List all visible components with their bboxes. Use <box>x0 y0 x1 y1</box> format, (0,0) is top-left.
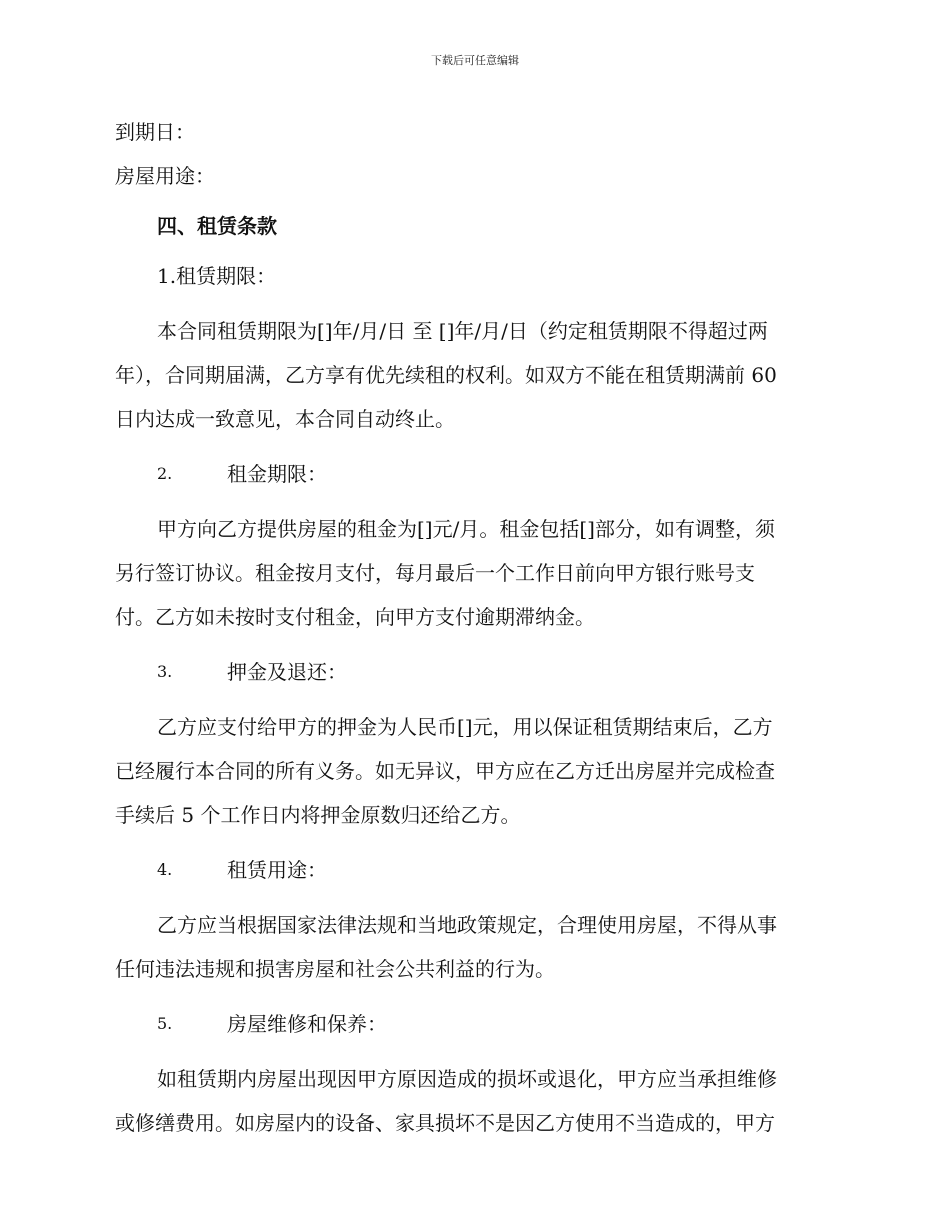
item3-number: 3. <box>157 662 173 681</box>
item2-number: 2. <box>157 464 173 483</box>
item5-line-2: 或修缮费用。如房屋内的设备、家具损坏不是因乙方使用不当造成的，甲方 <box>115 1111 775 1135</box>
item5-title: 房屋维修和保养： <box>227 1012 387 1036</box>
document-body <box>115 110 833 1145</box>
item4-line-1: 乙方应当根据国家法律法规和当地政策规定，合理使用房屋，不得从事 <box>157 913 777 937</box>
section-title: 四、租赁条款 <box>157 214 277 238</box>
item4-heading <box>115 848 833 892</box>
item2-heading <box>115 452 833 496</box>
item2-line-1: 甲方向乙方提供房屋的租金为[]元/月。租金包括[]部分，如有调整，须 <box>157 517 775 541</box>
item4-line-2: 任何违法违规和损害房屋和社会公共利益的行为。 <box>115 957 555 981</box>
item1-line-2: 年），合同期届满，乙方享有优先续租的权利。如双方不能在租赁期满前 60 <box>115 363 777 387</box>
item3-line-3: 手续后 5 个工作日内将押金原数归还给乙方。 <box>115 803 521 827</box>
item5-number: 5. <box>157 1014 173 1033</box>
item3-title: 押金及退还： <box>227 660 347 684</box>
item2-line-3: 付。乙方如未按时支付租金，向甲方支付逾期滞纳金。 <box>115 605 595 629</box>
item4-title: 租赁用途： <box>227 858 327 882</box>
item5-line-1: 如租赁期内房屋出现因甲方原因造成的损坏或退化，甲方应当承担维修 <box>157 1067 777 1091</box>
item3-line-2: 已经履行本合同的所有义务。如无异议，甲方应在乙方迁出房屋并完成检查 <box>115 759 775 783</box>
expiry-date-label: 到期日： <box>115 120 195 144</box>
house-usage-label: 房屋用途： <box>115 164 215 188</box>
page-header-note: 下载后可任意编辑 <box>431 54 519 67</box>
item2-line-2: 另行签订协议。租金按月支付，每月最后一个工作日前向甲方银行账号支 <box>115 561 755 585</box>
item2-title: 租金期限： <box>227 462 327 486</box>
item4-number: 4. <box>157 860 173 879</box>
item3-line-1: 乙方应支付给甲方的押金为人民币[]元，用以保证租赁期结束后，乙方 <box>157 715 773 739</box>
item1-line-3: 日内达成一致意见，本合同自动终止。 <box>115 407 455 431</box>
item3-heading <box>115 650 833 694</box>
item1-line-1: 本合同租赁期限为[]年/月/日 至 []年/月/日（约定租赁期限不得超过两 <box>157 319 768 343</box>
item1-title: 1.租赁期限： <box>157 264 277 288</box>
item5-heading <box>115 1002 833 1046</box>
